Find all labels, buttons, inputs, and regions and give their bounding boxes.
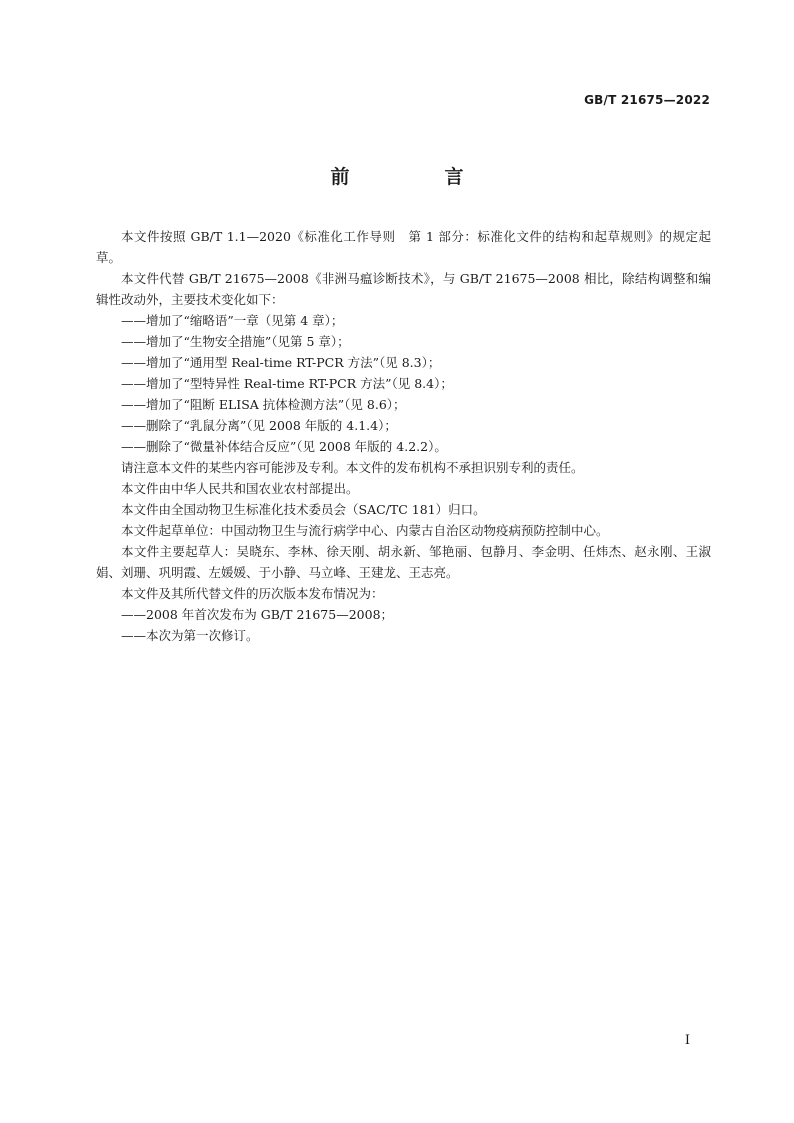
change-item: ——删除了“微量补体结合反应”（见 2008 年版的 4.2.2）。 (121, 439, 447, 454)
paragraph-drafters: 本文件主要起草人：吴晓东、李林、徐天刚、胡永新、邹艳丽、包静月、李金明、任炜杰、赵永刚、王淑娟、刘珊、巩明霞、左媛媛、于小静、马立峰、王建龙、王志亮。 (96, 544, 711, 580)
paragraph-under-jurisdiction: 本文件由全国动物卫生标准化技术委员会（SAC/TC 181）归口。 (121, 502, 486, 517)
paragraph-drafting-organizations: 本文件起草单位：中国动物卫生与流行病学中心、内蒙古自治区动物疫病预防控制中心。 (121, 523, 609, 538)
change-item: ——增加了“型特异性 Real-time RT-PCR 方法”（见 8.4）； (121, 376, 453, 391)
paragraph-version-history: 本文件及其所代替文件的历次版本发布情况为： (121, 586, 384, 601)
page-title: 前 言 (330, 166, 502, 188)
foreword-body (96, 226, 711, 646)
document-code: GB/T 21675—2022 (584, 93, 710, 107)
page-number: I (684, 1033, 690, 1048)
change-item: ——增加了“阻断 ELISA 抗体检测方法”（见 8.6）； (121, 397, 406, 412)
history-item: ——2008 年首次发布为 GB/T 21675—2008； (121, 607, 394, 622)
change-item: ——增加了“缩略语”一章（见第 4 章）； (121, 313, 344, 328)
paragraph-replacement: 本文件代替 GB/T 21675—2008《非洲马瘟诊断技术》，与 GB/T 21675—2008 相比，除结构调整和编辑性改动外，主要技术变化如下： (96, 271, 711, 307)
change-item: ——增加了“生物安全措施”（见第 5 章）； (121, 334, 350, 349)
change-item: ——删除了“乳鼠分离”（见 2008 年版的 4.1.4）； (121, 418, 397, 433)
change-item: ——增加了“通用型 Real-time RT-PCR 方法”（见 8.3）； (121, 355, 441, 370)
paragraph-drafting-rules: 本文件按照 GB/T 1.1—2020《标准化工作导则 第 1 部分：标准化文件的结构和起草规则》的规定起草。 (96, 229, 711, 265)
paragraph-proposed-by: 本文件由中华人民共和国农业农村部提出。 (121, 481, 359, 496)
history-item: ——本次为第一次修订。 (121, 628, 259, 643)
paragraph-patent-notice: 请注意本文件的某些内容可能涉及专利。本文件的发布机构不承担识别专利的责任。 (121, 460, 584, 475)
